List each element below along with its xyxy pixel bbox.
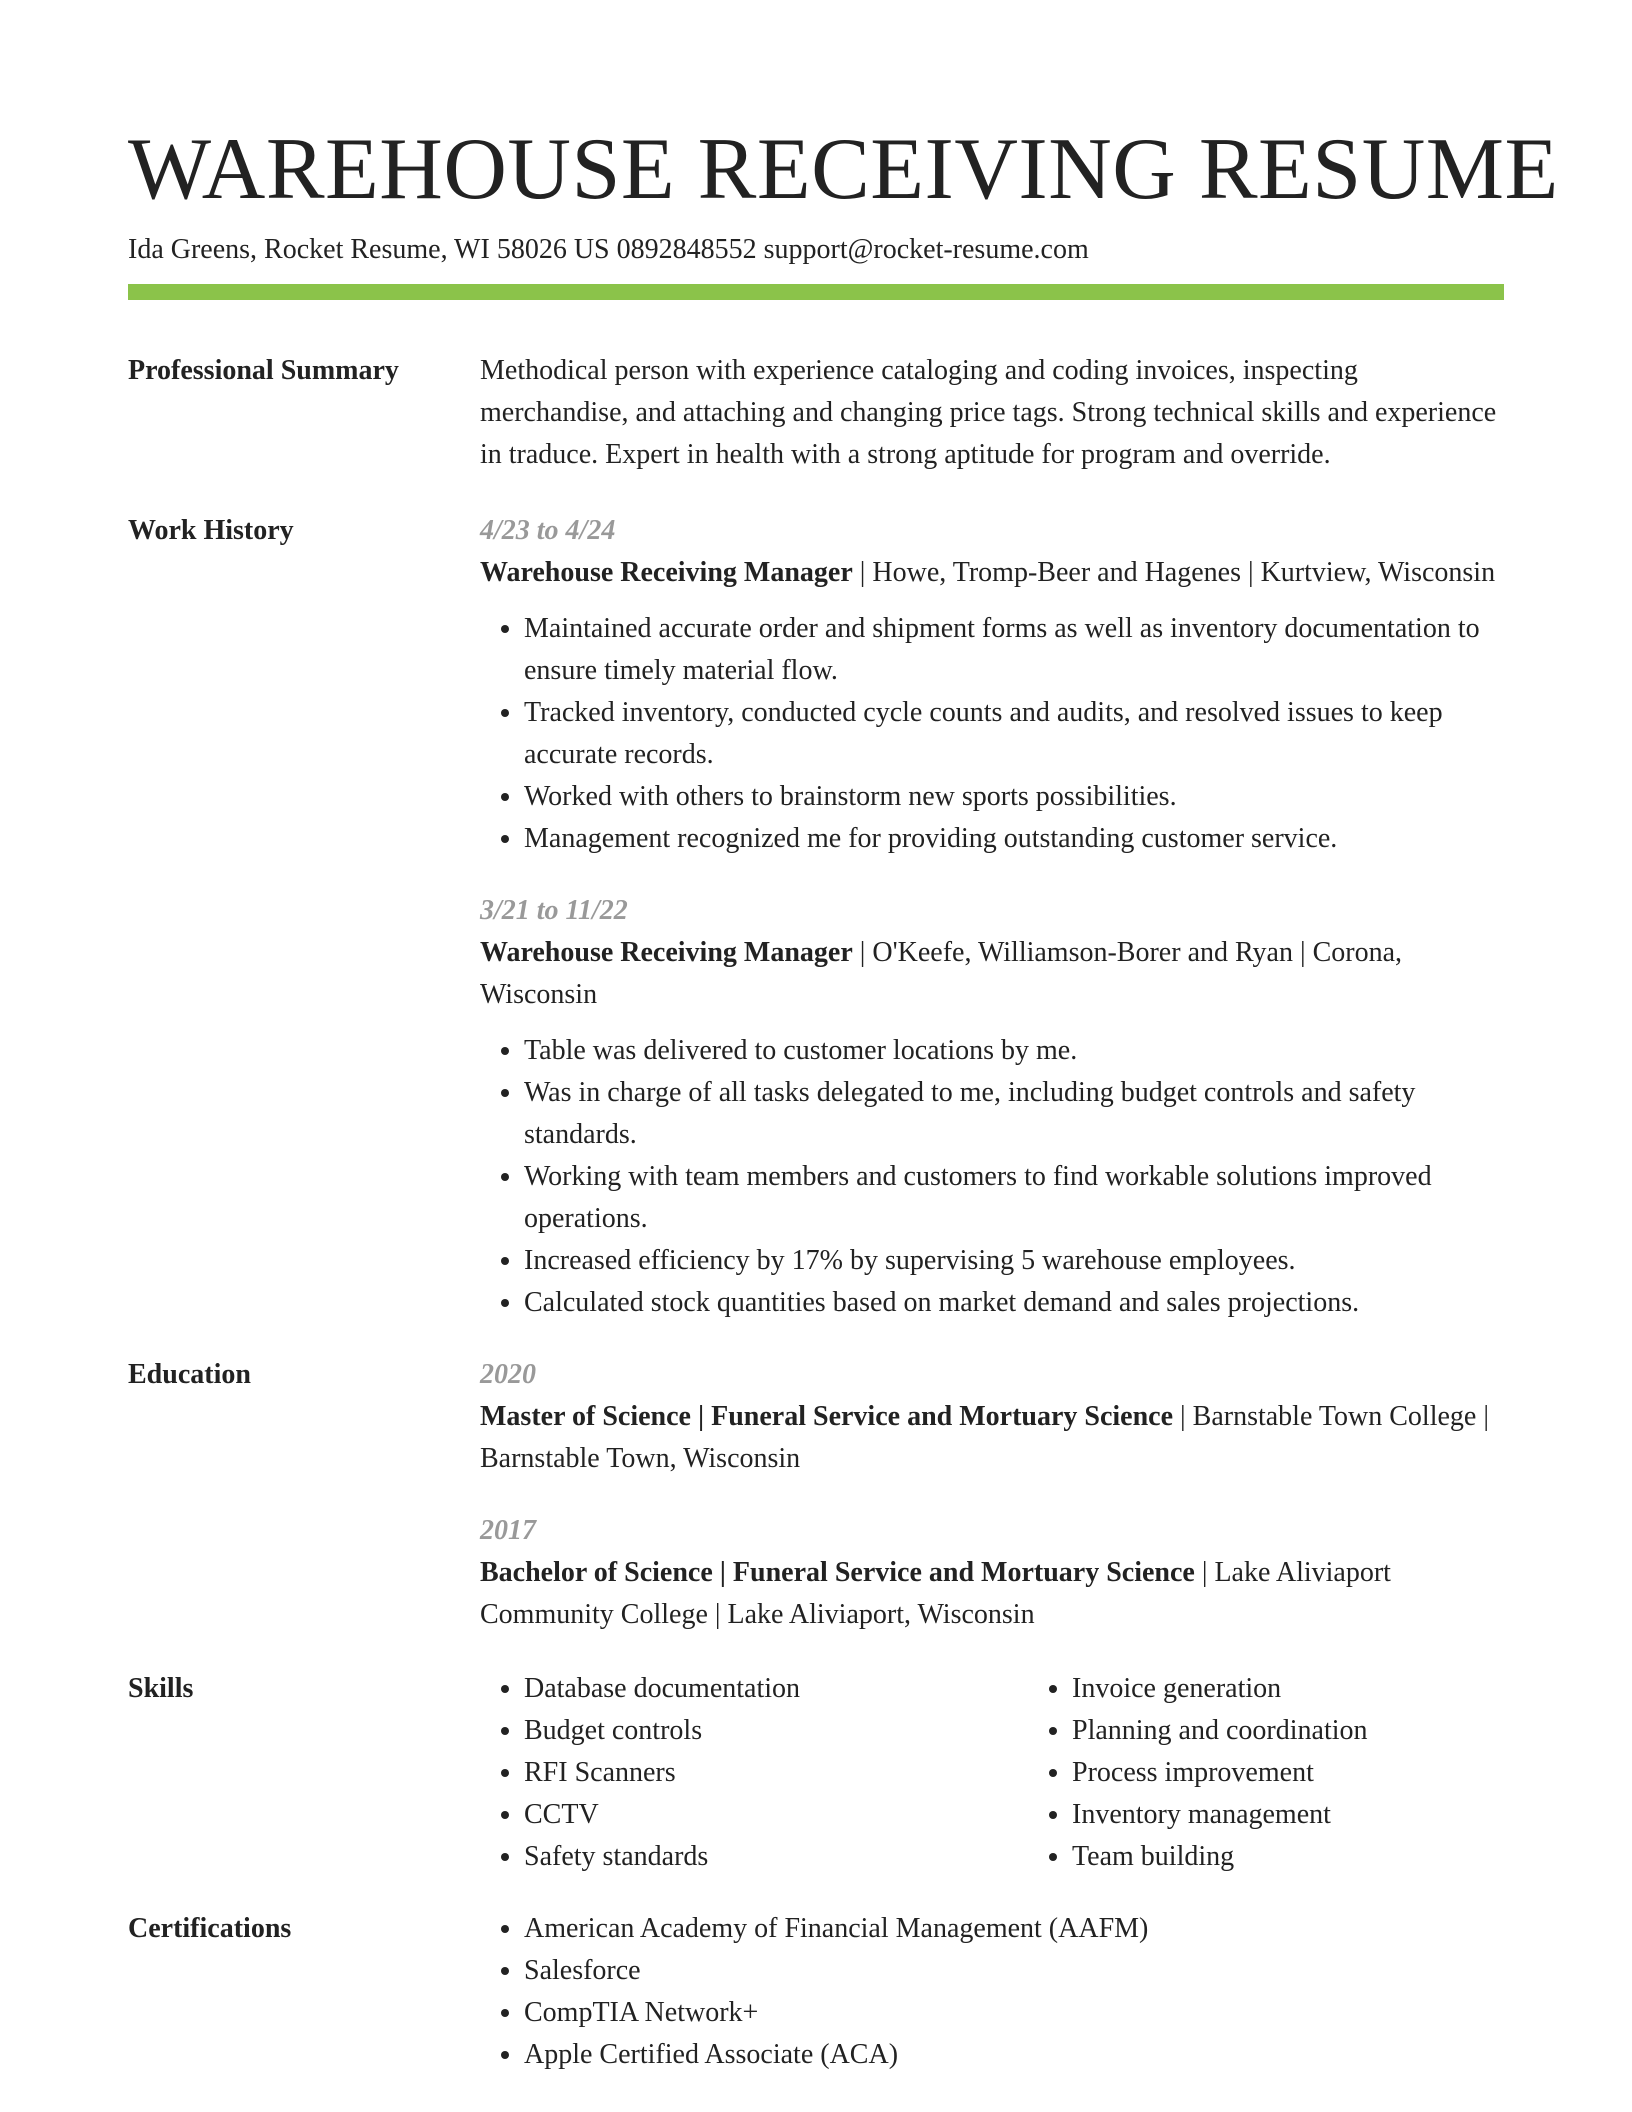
resume-title: WAREHOUSE RECEIVING RESUME [128, 121, 1559, 218]
education-label: Education [128, 1359, 251, 1390]
skill-item: • Database documentation [524, 1668, 984, 1710]
contact-line: Ida Greens, Rocket Resume, WI 58026 US 0892848552 support@rocket-resume.com [128, 234, 1089, 265]
skill-item: • Budget controls [524, 1710, 984, 1752]
resume-page [128, 120, 1559, 2076]
certification-item: • American Academy of Financial Management (AAFM) [524, 1908, 1504, 1950]
skills-columns [480, 1668, 1572, 1878]
degree-title: Bachelor of Science | Funeral Service and Mortuary Science [480, 1557, 1195, 1588]
certifications-section [128, 1908, 1504, 2076]
education-details: | Lake Aliviaport Community College | Lake Aliviaport, Wisconsin [480, 1557, 1391, 1630]
job-bullet: • Was in charge of all tasks delegated to me, including budget controls and safety standards. [524, 1072, 1504, 1156]
certification-item: • Salesforce [524, 1950, 1504, 1992]
certification-item: • CompTIA Network+ [524, 1992, 1504, 2034]
skills-body [480, 1668, 1572, 1878]
job-dates: 4/23 to 4/24 [480, 515, 616, 546]
accent-divider [128, 284, 1504, 300]
education-heading [480, 1552, 1504, 1636]
summary-label: Professional Summary [128, 355, 399, 386]
summary-text: Methodical person with experience cataloging and coding invoices, inspecting merchandise, and attaching and changing price tags. Strong technical skills and experience in traduce. Expert in health with a strong aptitude for program and override. [480, 355, 1497, 470]
certifications-body [480, 1908, 1504, 2076]
education-heading [480, 1396, 1504, 1480]
job-bullets [480, 608, 1504, 860]
education-entry [480, 1354, 1504, 1480]
job-title: Warehouse Receiving Manager [480, 937, 853, 968]
job-dates: 3/21 to 11/22 [480, 895, 628, 926]
job-bullet: • Calculated stock quantities based on market demand and sales projections. [524, 1282, 1504, 1324]
skill-item: • Planning and coordination [1072, 1710, 1572, 1752]
education-section [128, 1354, 1504, 1636]
skills-section [128, 1668, 1504, 1878]
job-bullet: • Increased efficiency by 17% by supervising 5 warehouse employees. [524, 1240, 1504, 1282]
job-bullet: • Tracked inventory, conducted cycle counts and audits, and resolved issues to keep accurate records. [524, 692, 1504, 776]
job-bullet: • Working with team members and customers to find workable solutions improved operations. [524, 1156, 1504, 1240]
job-entry [480, 890, 1504, 1324]
job-bullet: • Management recognized me for providing outstanding customer service. [524, 818, 1504, 860]
skills-label: Skills [128, 1673, 194, 1704]
work-history-body [480, 510, 1504, 1324]
job-bullets [480, 1030, 1504, 1324]
summary-section [128, 350, 1504, 476]
skill-item: • RFI Scanners [524, 1752, 984, 1794]
education-year: 2020 [480, 1359, 536, 1390]
skill-item: • Inventory management [1072, 1794, 1572, 1836]
job-bullet: • Maintained accurate order and shipment forms as well as inventory documentation to ensure timely material flow. [524, 608, 1504, 692]
work-history-section [128, 510, 1504, 1324]
skill-item: • Invoice generation [1072, 1668, 1572, 1710]
certifications-list [480, 1908, 1504, 2076]
job-heading [480, 932, 1504, 1016]
certifications-label: Certifications [128, 1913, 292, 1944]
skills-list-right [1028, 1668, 1572, 1878]
skill-item: • Process improvement [1072, 1752, 1572, 1794]
job-details: | Howe, Tromp-Beer and Hagenes | Kurtview, Wisconsin [852, 557, 1496, 588]
job-details: | O'Keefe, Williamson-Borer and Ryan | Corona, Wisconsin [480, 937, 1403, 1010]
education-details: | Barnstable Town College | Barnstable Town, Wisconsin [480, 1401, 1489, 1474]
education-year: 2017 [480, 1515, 536, 1546]
certification-item: • Apple Certified Associate (ACA) [524, 2034, 1504, 2076]
degree-title: Master of Science | Funeral Service and Mortuary Science [480, 1401, 1174, 1432]
work-history-label: Work History [128, 515, 294, 546]
skills-list-left [480, 1668, 984, 1878]
job-bullet: • Table was delivered to customer locations by me. [524, 1030, 1504, 1072]
education-entry [480, 1510, 1504, 1636]
skill-item: • CCTV [524, 1794, 984, 1836]
job-title: Warehouse Receiving Manager [480, 557, 853, 588]
skill-item: • Safety standards [524, 1836, 984, 1878]
education-body [480, 1354, 1504, 1636]
skill-item: • Team building [1072, 1836, 1572, 1878]
job-heading [480, 552, 1504, 594]
job-entry [480, 510, 1504, 860]
job-bullet: • Worked with others to brainstorm new sports possibilities. [524, 776, 1504, 818]
